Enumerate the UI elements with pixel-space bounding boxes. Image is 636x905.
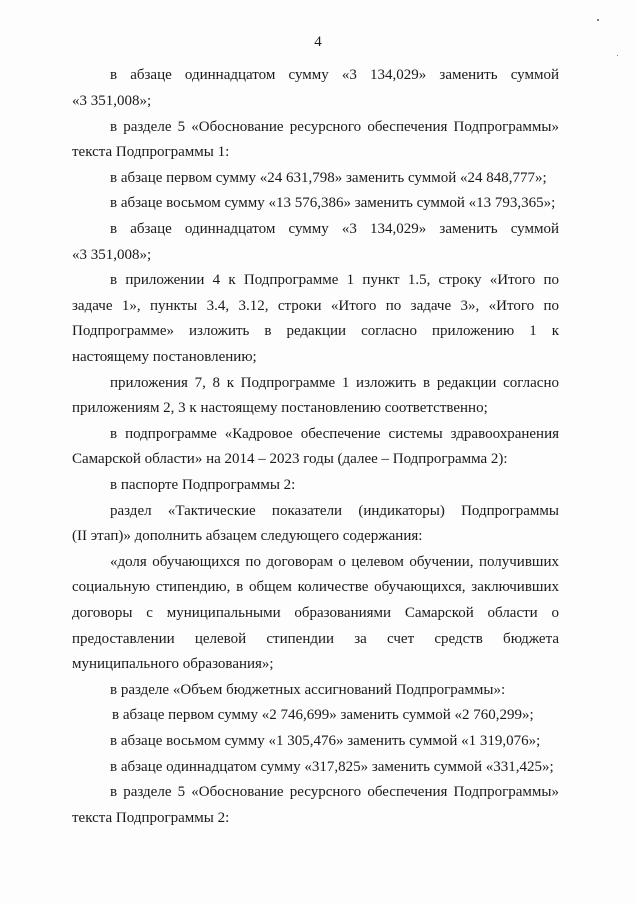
text-line: в абзаце первом сумму «24 631,798» заменить суммой «24 848,777»; xyxy=(110,170,547,186)
text-line: «3 351,008»; xyxy=(72,93,152,109)
text-line: «3 351,008»; xyxy=(72,247,152,263)
scan-speck xyxy=(597,19,599,21)
text-line: в абзаце одиннадцатом сумму «317,825» заменить суммой «331,425»; xyxy=(110,759,554,775)
text-line: в разделе «Объем бюджетных ассигнований Подпрограммы»: xyxy=(110,682,506,698)
text-line: в абзаце одиннадцатом сумму «3 134,029» заменить суммой xyxy=(110,67,559,83)
text-line: задаче 1», пункты 3.4, 3.12, строки «Итого по задаче 3», «Итого по xyxy=(72,298,559,314)
text-line: текста Подпрограммы 2: xyxy=(72,810,230,826)
scan-speck xyxy=(617,55,618,56)
text-line: в приложении 4 к Подпрограмме 1 пункт 1.5, строку «Итого по xyxy=(110,272,559,288)
text-line: «доля обучающихся по договорам о целевом обучении, получивших xyxy=(110,554,559,570)
text-line: в паспорте Подпрограммы 2: xyxy=(110,477,296,493)
text-line: социальную стипендию, в общем количестве обучающихся, заключивших xyxy=(72,579,559,595)
text-line: Самарской области» на 2014 – 2023 годы (далее – Подпрограмма 2): xyxy=(72,451,508,467)
text-line: предоставлении целевой стипендии за счет средств бюджета xyxy=(72,631,559,647)
text-line: в абзаце восьмом сумму «1 305,476» заменить суммой «1 319,076»; xyxy=(110,733,541,749)
text-line: Подпрограмме» изложить в редакции согласно приложению 1 к xyxy=(72,323,559,339)
text-line: приложения 7, 8 к Подпрограмме 1 изложить в редакции согласно xyxy=(110,375,559,391)
text-line: муниципального образования»; xyxy=(72,656,274,672)
text-line: текста Подпрограммы 1: xyxy=(72,144,230,160)
text-line: настоящему постановлению; xyxy=(72,349,257,365)
text-line: раздел «Тактические показатели (индикаторы) Подпрограммы xyxy=(110,503,559,519)
page-number: 4 xyxy=(314,34,322,50)
text-line: в абзаце восьмом сумму «13 576,386» заменить суммой «13 793,365»; xyxy=(110,195,556,211)
text-line: приложениям 2, 3 к настоящему постановлению соответственно; xyxy=(72,400,488,416)
text-line: в разделе 5 «Обоснование ресурсного обеспечения Подпрограммы» xyxy=(110,119,559,135)
text-line: в абзаце одиннадцатом сумму «3 134,029» заменить суммой xyxy=(110,221,559,237)
text-line: договоры с муниципальными образованиями Самарской области о xyxy=(72,605,559,621)
text-line: в подпрограмме «Кадровое обеспечение системы здравоохранения xyxy=(110,426,559,442)
text-line: в абзаце первом сумму «2 746,699» заменить суммой «2 760,299»; xyxy=(112,707,534,723)
text-line: в разделе 5 «Обоснование ресурсного обеспечения Подпрограммы» xyxy=(110,784,559,800)
text-line: (II этап)» дополнить абзацем следующего содержания: xyxy=(72,528,423,544)
